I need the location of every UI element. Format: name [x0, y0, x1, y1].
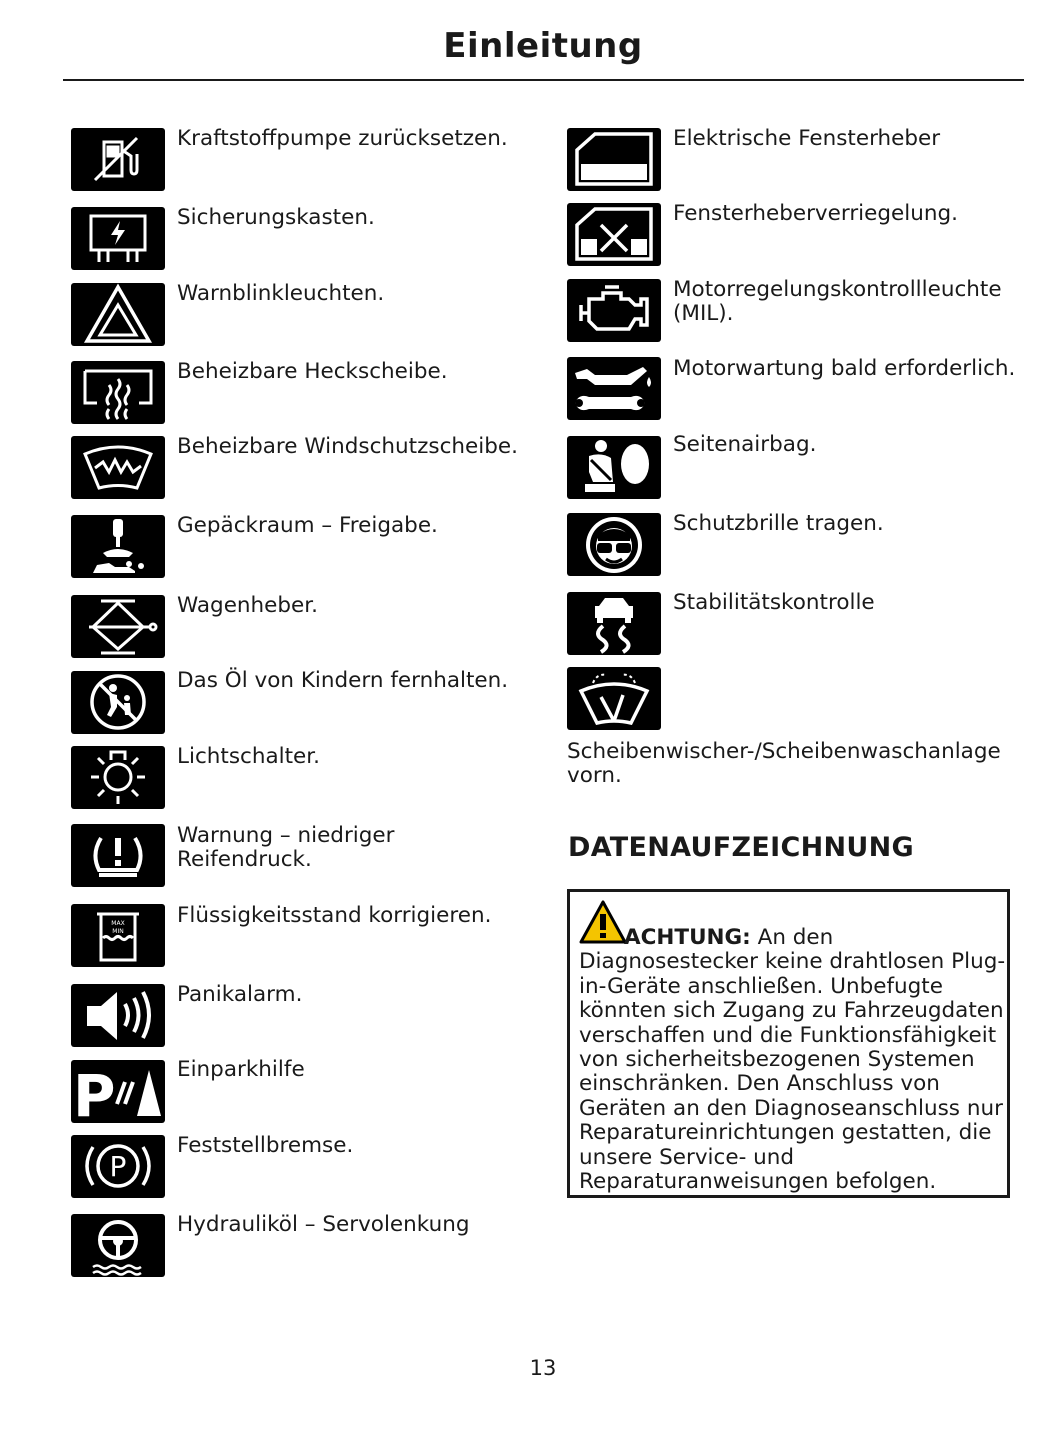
item-label: Hydrauliköl – Servolenkung [177, 1212, 470, 1237]
side-airbag-icon [567, 436, 661, 499]
light-switch-icon [71, 746, 165, 809]
item-label: Gepäckraum – Freigabe. [177, 513, 438, 538]
warning-box [567, 889, 1010, 1198]
item-label: Warnung – niedriger Reifendruck. [177, 823, 395, 872]
item-label: Feststellbremse. [177, 1133, 354, 1158]
safety-glasses-icon [567, 513, 661, 576]
item-label: Lichtschalter. [177, 744, 320, 769]
parking-aid-icon [71, 1060, 165, 1123]
warning-body: An den Diagnosestecker keine drahtlosen Plug-in-Geräte anschließen. Unbefugte könnten sich Zugang zu Fahrzeugdaten verschaffen und die Funktionsfähigkeit von sicherheitsbezogenen Systemen einschränken. Den Anschluss von Geräten an den Diagnoseanschluss nur Reparatureinrichtungen gestatten, die unsere Service- und Reparaturanweisungen befolgen. [579, 925, 1006, 1195]
item-label: Beheizbare Windschutzscheibe. [177, 434, 518, 459]
fluid-level-icon [71, 904, 165, 967]
item-label: Fensterheberverriegelung. [673, 201, 958, 226]
heated-rear-window-icon [71, 361, 165, 424]
service-engine-soon-icon [567, 357, 661, 420]
item-label: Panikalarm. [177, 982, 303, 1007]
section-heading: DATENAUFZEICHNUNG [568, 832, 914, 863]
item-label: Motorregelungskontrollleuchte (MIL). [673, 277, 1002, 326]
item-label: Schutzbrille tragen. [673, 511, 884, 536]
low-tire-pressure-icon [71, 824, 165, 887]
item-label: Sicherungskasten. [177, 205, 375, 230]
fluid-min-mark: MIN [112, 928, 124, 935]
item-label: Beheizbare Heckscheibe. [177, 359, 448, 384]
hazard-warning-icon [71, 283, 165, 346]
trunk-release-icon [71, 515, 165, 578]
page-title: Einleitung [443, 26, 643, 66]
stability-control-icon [567, 592, 661, 655]
fuel-pump-reset-icon [71, 128, 165, 191]
page-number: 13 [529, 1356, 557, 1380]
fuse-box-icon [71, 207, 165, 270]
power-window-icon [567, 128, 661, 191]
item-label: Flüssigkeitsstand korrigieren. [177, 903, 492, 928]
panic-alarm-icon [71, 984, 165, 1047]
item-label: Warnblinkleuchten. [177, 281, 385, 306]
parking-brake-icon [71, 1135, 165, 1198]
heated-windshield-icon [71, 436, 165, 499]
title-divider [63, 79, 1024, 81]
keep-away-from-children-icon [71, 671, 165, 734]
item-label: Wagenheber. [177, 593, 318, 618]
item-label: Das Öl von Kindern fernhalten. [177, 668, 509, 693]
parking-aid-letter: P [73, 1062, 116, 1123]
window-lock-icon [567, 203, 661, 266]
item-label: Kraftstoffpumpe zurücksetzen. [177, 126, 508, 151]
warning-text [579, 926, 1007, 1194]
parking-brake-letter: P [109, 1150, 127, 1183]
fluid-max-mark: MAX [111, 920, 125, 927]
item-label: Motorwartung bald erforderlich. [673, 356, 1016, 381]
jack-icon [71, 595, 165, 658]
item-label: Seitenairbag. [673, 432, 817, 457]
item-label: Stabilitätskontrolle [673, 590, 875, 615]
item-label: Einparkhilfe [177, 1057, 305, 1082]
power-steering-fluid-icon [71, 1214, 165, 1277]
engine-warning-icon [567, 279, 661, 342]
warning-label: ACHTUNG: [624, 925, 751, 950]
item-label: Scheibenwischer-/Scheibenwaschanlage vorn. [567, 739, 1001, 788]
windshield-washer-icon [567, 667, 661, 730]
item-label: Elektrische Fensterheber [673, 126, 941, 151]
